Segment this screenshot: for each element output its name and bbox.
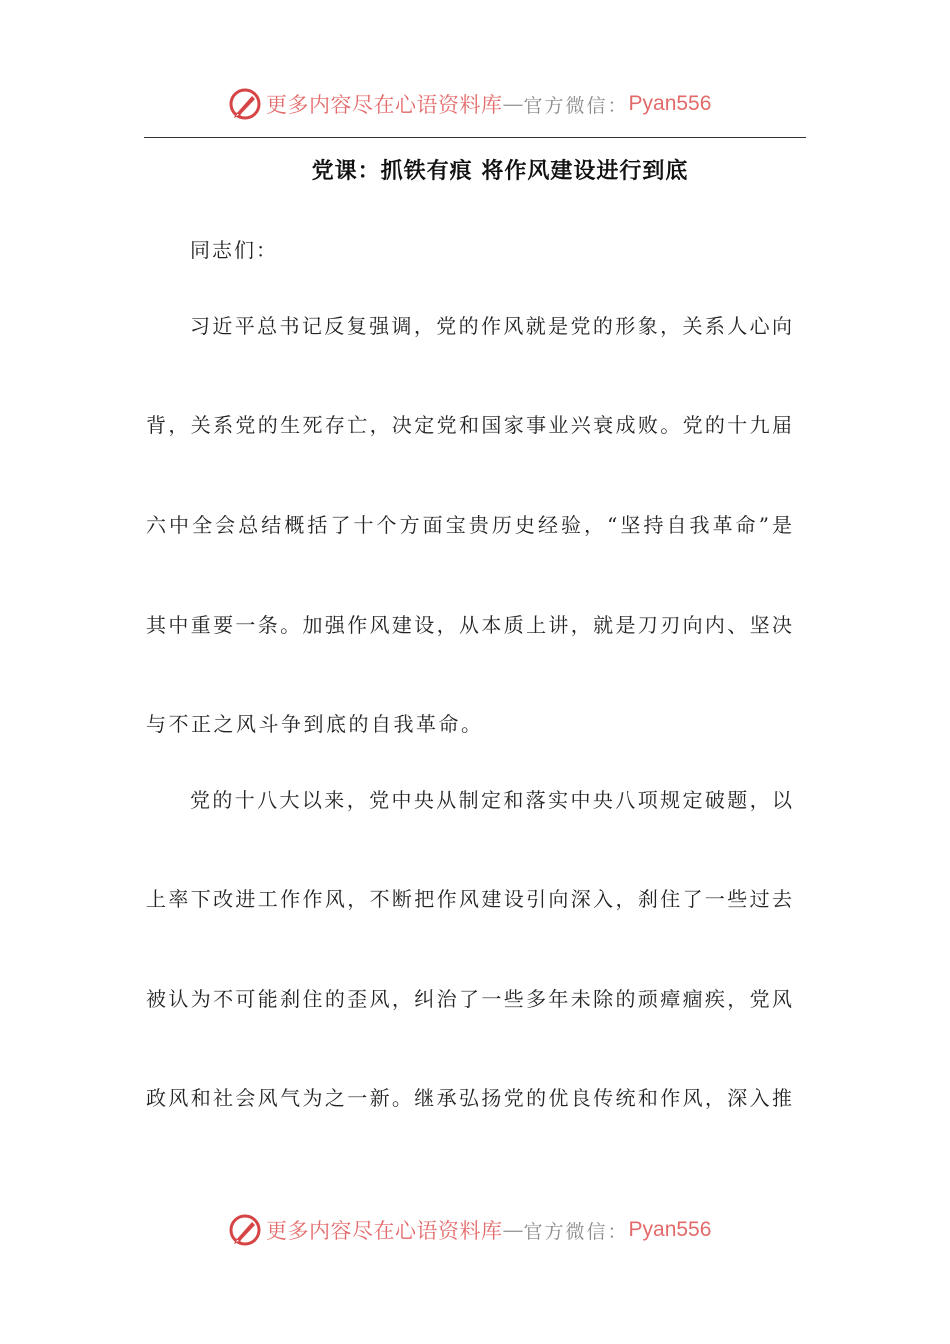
footer-banner [228, 1210, 711, 1250]
document-title: 党课：抓铁有痕 将作风建设进行到底 [311, 159, 689, 184]
paragraph-1-line-5: 与不正之风斗争到底的自我革命。 [146, 712, 484, 736]
paragraph-2-line-1: 党的十八大以来，党中央从制定和落实中央八项规定破题，以 [190, 788, 792, 812]
header-banner [228, 84, 711, 124]
paragraph-2-line-2: 上率下改进工作作风，不断把作风建设引向深入，刹住了一些过去 [146, 887, 792, 911]
paragraph-1-line-1: 习近平总书记反复强调，党的作风就是党的形象，关系人心向 [190, 314, 792, 338]
banner-wechat-id: Pyan556 [628, 92, 712, 115]
paragraph-1-line-4: 其中重要一条。加强作风建设，从本质上讲，就是刀刃向内、坚决 [146, 613, 792, 637]
pen-logo-icon [228, 87, 262, 121]
header-divider [144, 137, 806, 138]
pen-logo-icon [228, 1213, 262, 1247]
paragraph-1-line-3: 六中全会总结概括了十个方面宝贵历史经验，“坚持自我革命”是 [146, 513, 792, 537]
paragraph-2-line-3: 被认为不可能刹住的歪风，纠治了一些多年未除的顽瘴痼疾，党风 [146, 987, 792, 1011]
banner-dash: — [502, 1218, 524, 1242]
banner-brand-text: 更多内容尽在心语资料库 [266, 93, 503, 117]
paragraph-1-line-2: 背，关系党的生死存亡，决定党和国家事业兴衰成败。党的十九届 [146, 413, 792, 437]
banner-dash: — [502, 92, 524, 116]
greeting: 同志们： [190, 238, 278, 262]
banner-official-label: 官方微信： [523, 94, 629, 117]
banner-brand-text: 更多内容尽在心语资料库 [266, 1219, 503, 1243]
banner-official-label: 官方微信： [523, 1220, 629, 1243]
paragraph-2-line-4: 政风和社会风气为之一新。继承弘扬党的优良传统和作风，深入推 [146, 1086, 792, 1110]
banner-wechat-id: Pyan556 [628, 1218, 712, 1241]
